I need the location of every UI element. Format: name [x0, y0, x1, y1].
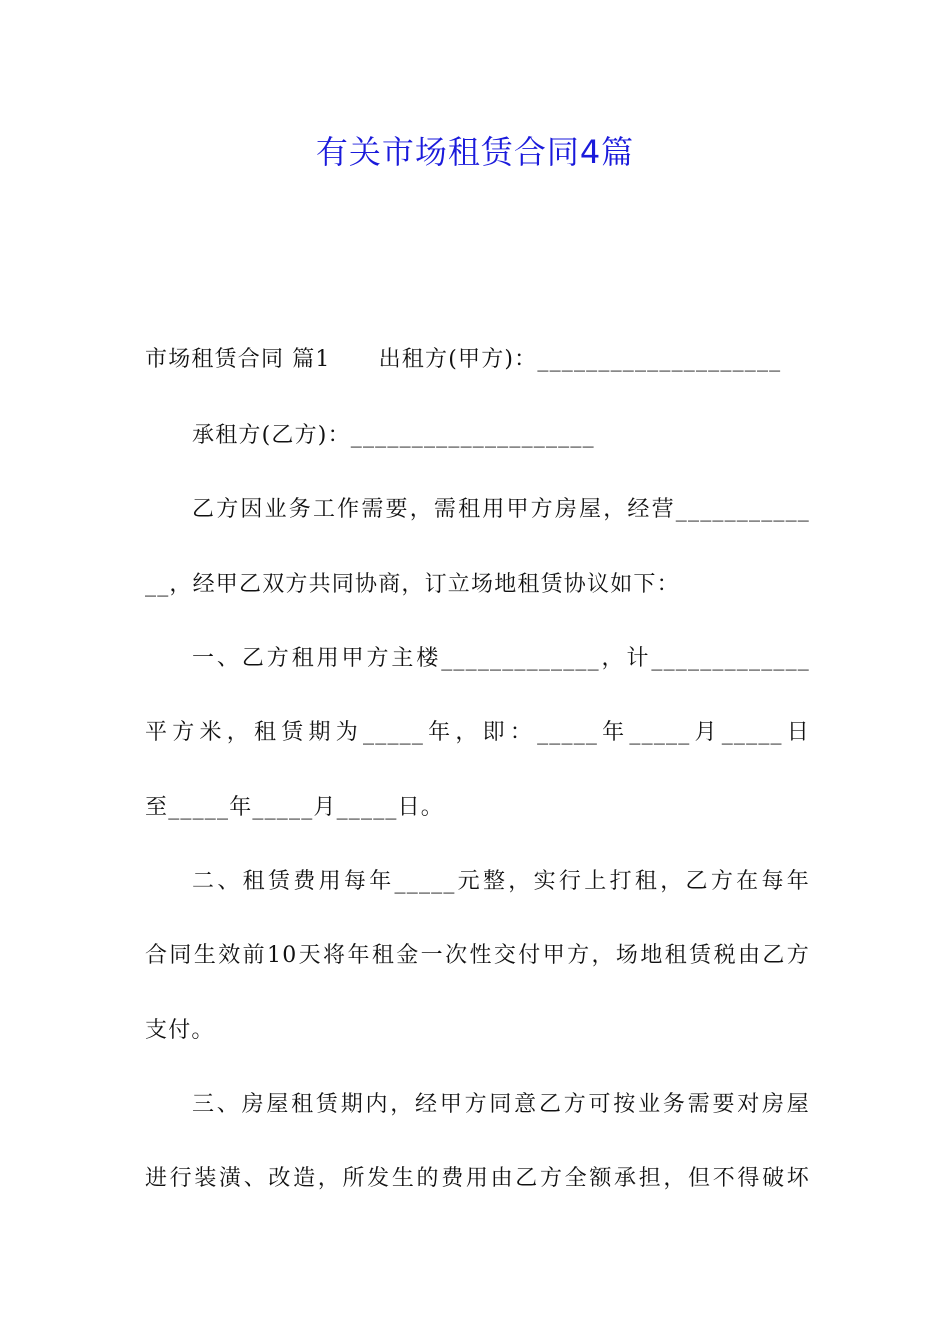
paragraph-line-10: 支付。 — [145, 1018, 215, 1043]
paragraph-line-7: 至_____年_____月_____日。 — [145, 795, 445, 820]
paragraph-line-12: 进行装潢、改造，所发生的费用由乙方全额承担，但不得破坏 — [145, 1166, 810, 1191]
lessor-field: 出租方(甲方)：____________________ — [378, 347, 782, 372]
paragraph-line-11: 三、房屋租赁期内，经甲方同意乙方可按业务需要对房屋 — [192, 1092, 810, 1117]
paragraph-line-8: 二、租赁费用每年_____元整，实行上打租，乙方在每年 — [192, 869, 810, 894]
paragraph-line-9: 合同生效前10天将年租金一次性交付甲方，场地租赁税由乙方 — [145, 943, 810, 968]
document-title: 有关市场租赁合同4篇 — [315, 133, 635, 171]
section-number: 篇1 — [292, 347, 331, 372]
paragraph-line-1 — [145, 345, 810, 375]
section-heading: 市场租赁合同 — [145, 347, 285, 372]
paragraph-line-3: 乙方因业务工作需要，需租用甲方房屋，经营___________ — [192, 497, 810, 522]
paragraph-line-4: __，经甲乙双方共同协商，订立场地租赁协议如下： — [145, 572, 680, 597]
paragraph-line-5: 一、乙方租用甲方主楼_____________，计_____________ — [192, 646, 810, 671]
paragraph-line-2: 承租方(乙方)：____________________ — [192, 423, 595, 448]
paragraph-line-6: 平方米，租赁期为_____年，即：_____年_____月_____日 — [145, 720, 810, 745]
